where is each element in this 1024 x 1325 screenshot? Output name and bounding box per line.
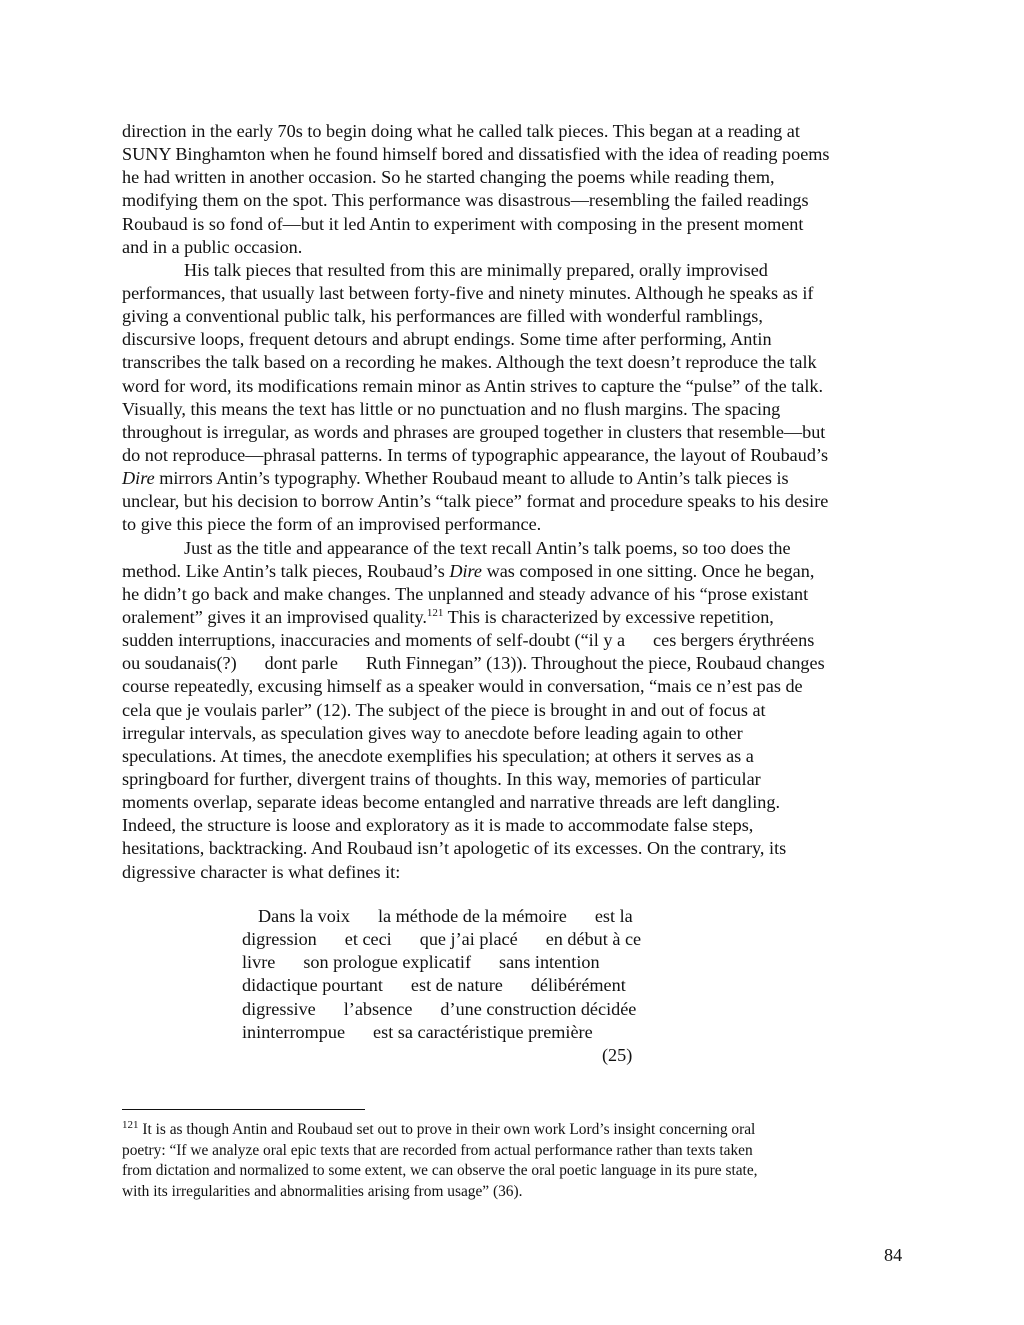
text-line: he didn’t go back and make changes. The unplanned and steady advance of his “prose existant [122,583,809,604]
paragraph-1 [122,120,906,259]
quote-phrase: est sa caractéristique première [373,1021,593,1042]
text-line: throughout is irregular, as words and phrases are grouped together in clusters that resemble—but [122,421,826,442]
text-line: he had written in another occasion. So he started changing the poems while reading them, [122,167,775,188]
paragraph-3 [122,537,906,884]
quote-line [242,928,702,951]
quote-phrase: et ceci [344,929,392,950]
text-line: cela que je voulais parler” (12). The subject of the piece is brought in and out of focus at [122,699,766,720]
quote-phrase: l’absence [343,998,413,1019]
quote-line [242,998,702,1021]
text-span: oralement” gives it an improvised quality. [122,606,427,627]
quote-phrase: son prologue explicatif [303,952,472,973]
page-number: 84 [884,1245,903,1265]
text-line: Roubaud is so fond of—but it led Antin to experiment with composing in the present moment [122,213,804,234]
text-line: SUNY Binghamton when he found himself bored and dissatisfied with the idea of reading poems [122,144,830,165]
text-line: direction in the early 70s to begin doing what he called talk pieces. This began at a reading at [122,121,800,141]
quote-line [242,974,702,997]
quote-citation: (25) [602,1044,633,1065]
quote-phrase: la méthode de la mémoire [377,906,567,926]
text-line: and in a public occasion. [122,236,303,257]
quote-phrase: d’une construction décidée [440,998,637,1019]
footnote-line [122,1120,906,1141]
text-line: hesitations, backtracking. And Roubaud isn’t apologetic of its excesses. On the contrary, its [122,838,787,859]
title-italic: Dire [449,560,483,581]
text-span: sudden interruptions, inaccuracies and moments of self-doubt (“il y a [122,630,626,651]
quote-phrase: est de nature [410,975,503,996]
text-span: mirrors Antin’s typography. Whether Roubaud meant to allude to Antin’s talk pieces is [154,468,789,489]
quote-phrase: didactique pourtant [242,975,383,996]
quote-phrase: sans intention [499,952,600,973]
text-line: irregular intervals, as speculation gives way to anecdote before leading again to other [122,722,743,743]
text-line: word for word, its modifications remain minor as Antin strives to capture the “pulse” of the talk. [122,375,824,396]
text-span: ces bergers érythréens [653,630,815,651]
text-line: transcribes the talk based on a recording he makes. Although the text doesn’t reproduce the talk [122,352,817,373]
quote-phrase: délibérément [530,975,626,996]
text-span: ou soudanais(?) [122,653,237,674]
title-italic: Dire [122,468,155,489]
footnote-reference[interactable]: 121 [426,606,444,619]
text-line: course repeatedly, excusing himself as a speaker would in conversation, “mais ce n’est pas de [122,676,803,697]
text-span: method. Like Antin’s talk pieces, Roubaud’s [122,560,450,581]
footnote-line: poetry: “If we analyze oral epic texts that are recorded from actual performance rather than texts taken [122,1141,753,1159]
footnote-line: with its irregularities and abnormalities arising from usage” (36). [122,1182,523,1200]
text-line [122,652,906,675]
text-span: was composed in one sitting. Once he began, [482,560,815,581]
quote-phrase: livre [242,952,276,973]
text-line: speculations. At times, the anecdote exemplifies his speculation; at others it serves as a [122,745,754,766]
paragraph-2 [122,259,906,537]
text-line [122,467,906,490]
quote-line [242,951,702,974]
text-line: to give this piece the form of an improvised performance. [122,514,542,535]
text-line: do not reproduce—phrasal patterns. In terms of typographic appearance, the layout of Roubaud’s [122,444,829,465]
text-line [122,560,906,583]
text-line: digressive character is what defines it: [122,861,401,882]
text-line: moments overlap, separate ideas become entangled and narrative threads are left dangling. [122,792,781,813]
quote-phrase: ininterrompue [242,1021,346,1042]
text-line: performances, that usually last between forty-five and ninety minutes. Although he speaks as if [122,282,814,303]
text-line: Indeed, the structure is loose and exploratory as it is made to accommodate false steps, [122,815,754,836]
quote-phrase: en début à ce [545,929,642,950]
text-span: This is characterized by excessive repetition, [443,606,774,627]
text-line: Visually, this means the text has little or no punctuation and no flush margins. The spacing [122,398,781,419]
quote-phrase: est la [594,906,633,926]
body-text [122,120,906,884]
text-line: springboard for further, divergent trains of thoughts. In this way, memories of particular [122,768,761,789]
footnote-separator [122,1109,365,1110]
text-line: Just as the title and appearance of the text recall Antin’s talk poems, so too does the [184,537,791,558]
quote-phrase: Dans la voix [258,906,350,926]
footnote [122,1120,906,1202]
text-line: discursive loops, frequent detours and abrupt endings. Some time after performing, Antin [122,329,772,350]
quote-phrase: digressive [242,998,316,1019]
block-quote [242,905,702,1067]
quote-line [242,1021,702,1044]
text-span: dont parle [264,653,338,674]
quote-phrase: que j’ai placé [419,929,518,950]
text-line [122,629,906,652]
footnote-marker: 121 [122,1118,139,1131]
quote-line [242,905,702,928]
text-line: unclear, but his decision to borrow Antin’s “talk piece” format and procedure speaks to his desire [122,491,829,512]
text-span: Ruth Finnegan” (13)). Throughout the piece, Roubaud changes [365,653,825,674]
quote-phrase: digression [242,929,317,950]
footnote-text: It is as though Antin and Roubaud set out to prove in their own work Lord’s insight concerning oral [138,1121,756,1138]
text-line: modifying them on the spot. This performance was disastrous—resembling the failed readings [122,190,809,211]
text-line: giving a conventional public talk, his performances are filled with wonderful ramblings, [122,306,763,327]
text-line: His talk pieces that resulted from this are minimally prepared, orally improvised [184,259,768,280]
footnote-line: from dictation and normalized to some extent, we can observe the oral poetic language in its pure state, [122,1162,758,1180]
text-line [122,606,906,629]
